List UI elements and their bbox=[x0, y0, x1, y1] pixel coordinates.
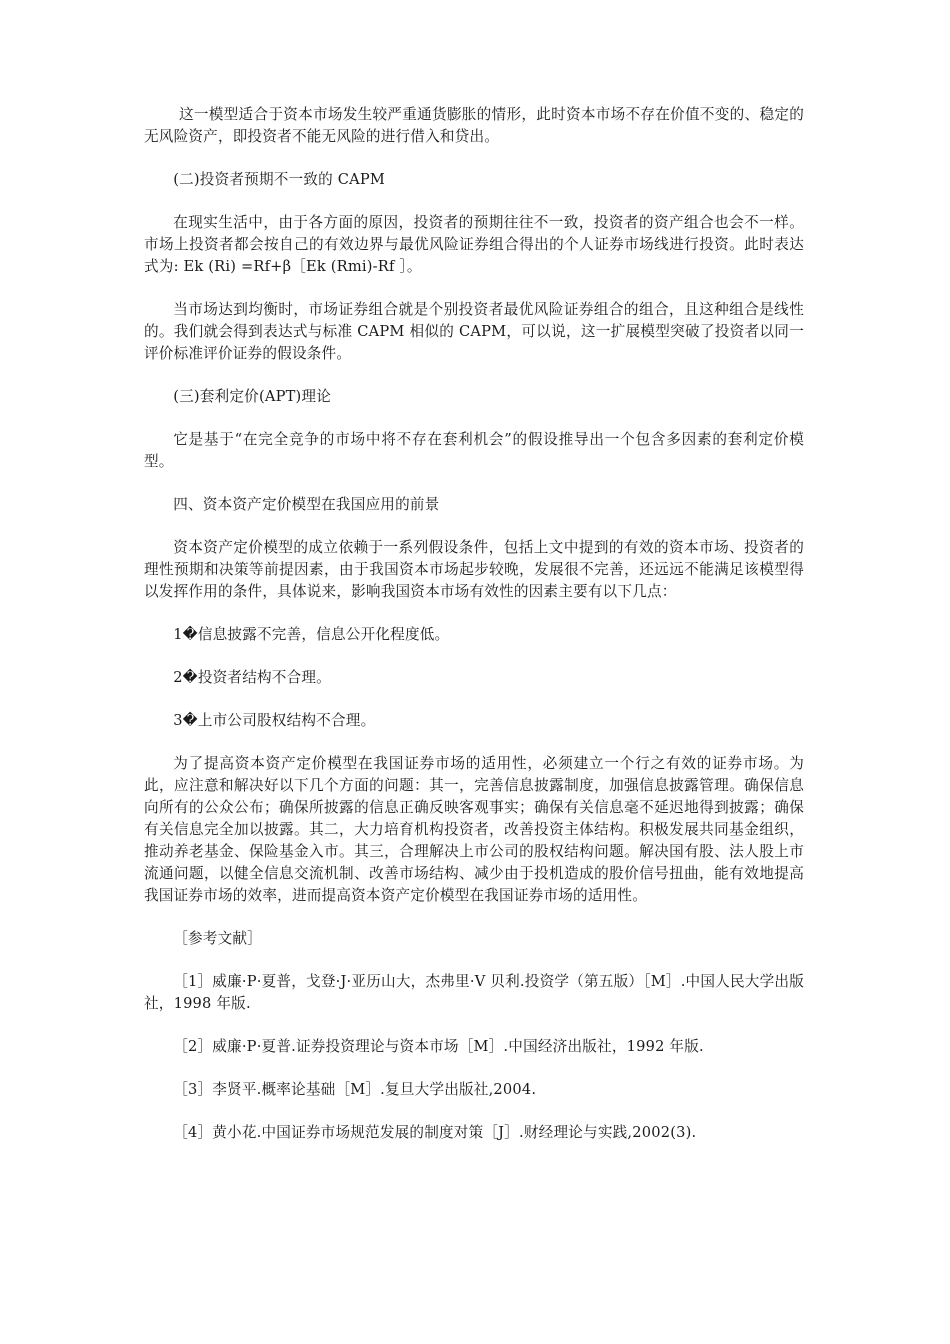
heading-apt-theory: (三)套利定价(APT)理论 bbox=[173, 388, 332, 405]
paragraph-market-equilibrium: 当市场达到均衡时，市场证券组合就是个别投资者最优风险证券组合的组合，且这种组合是线性的。我们就会得到表达式与标准 CAPM 相似的 CAPM，可以说，这一扩展模型突破了投资者以同一评价标准评价证券的假设条件。 bbox=[144, 301, 804, 362]
heading-heterogeneous-expectations-capm: (二)投资者预期不一致的 CAPM bbox=[173, 171, 386, 188]
reference-item: ［4］黄小花.中国证券市场规范发展的制度对策［J］.财经理论与实践,2002(3). bbox=[173, 1124, 697, 1141]
reference-item: ［2］威廉·P·夏普.证券投资理论与资本市场［M］.中国经济出版社，1992 年版. bbox=[173, 1038, 704, 1055]
document-page bbox=[144, 104, 804, 1144]
reference-item: ［1］威廉·P·夏普，戈登·J·亚历山大，杰弗里·V 贝利.投资学（第五版）［M］.中国人民大学出版社，1998 年版. bbox=[144, 973, 804, 1012]
heading-references: ［参考文献］ bbox=[173, 930, 262, 947]
list-item-equity-structure: 3�上市公司股权结构不合理。 bbox=[173, 712, 376, 729]
paragraph-apt-description: 它是基于“在完全竞争的市场中将不存在套利机会”的假设推导出一个包含多因素的套利定价模型。 bbox=[144, 431, 804, 470]
paragraph-inflation-model: 这一模型适合于资本市场发生较严重通货膨胀的情形，此时资本市场不存在价值不变的、稳定的无风险资产，即投资者不能无风险的进行借入和贷出。 bbox=[144, 106, 804, 145]
list-item-investor-structure: 2�投资者结构不合理。 bbox=[173, 669, 331, 686]
paragraph-investor-expectations: 在现实生活中，由于各方面的原因，投资者的预期往往不一致，投资者的资产组合也会不一样。市场上投资者都会按自己的有效边界与最优风险证券组合得出的个人证券市场线进行投资。此时表达式为: Ek (Ri) =Rf+β［Ek (Rmi)-Rf ］。 bbox=[144, 214, 804, 275]
paragraph-recommendations: 为了提高资本资产定价模型在我国证券市场的适用性，必须建立一个行之有效的证券市场。为此，应注意和解决好以下几个方面的问题：其一，完善信息披露制度，加强信息披露管理。确保信息向所有的公众公布；确保所披露的信息正确反映客观事实；确保有关信息毫不延迟地得到披露；确保有关信息完全加以披露。其二，大力培育机构投资者，改善投资主体结构。积极发展共同基金组织，推动养老基金、保险基金入市。其三，合理解决上市公司的股权结构问题。解决国有股、法人股上市流通问题，以健全信息交流机制、改善市场结构、减少由于投机造成的股价信号扭曲，能有效地提高我国证券市场的效率，进而提高资本资产定价模型在我国证券市场的适用性。 bbox=[144, 755, 804, 904]
list-item-information-disclosure: 1�信息披露不完善，信息公开化程度低。 bbox=[173, 626, 450, 643]
heading-section-four: 四、资本资产定价模型在我国应用的前景 bbox=[173, 496, 440, 513]
paragraph-capm-assumptions: 资本资产定价模型的成立依赖于一系列假设条件，包括上文中提到的有效的资本市场、投资者的理性预期和决策等前提因素，由于我国资本市场起步较晚，发展很不完善，还远远不能满足该模型得以发挥作用的条件，具体说来，影响我国资本市场有效性的因素主要有以下几点： bbox=[144, 539, 804, 600]
reference-item: ［3］李贤平.概率论基础［M］.复旦大学出版社,2004. bbox=[173, 1081, 537, 1098]
